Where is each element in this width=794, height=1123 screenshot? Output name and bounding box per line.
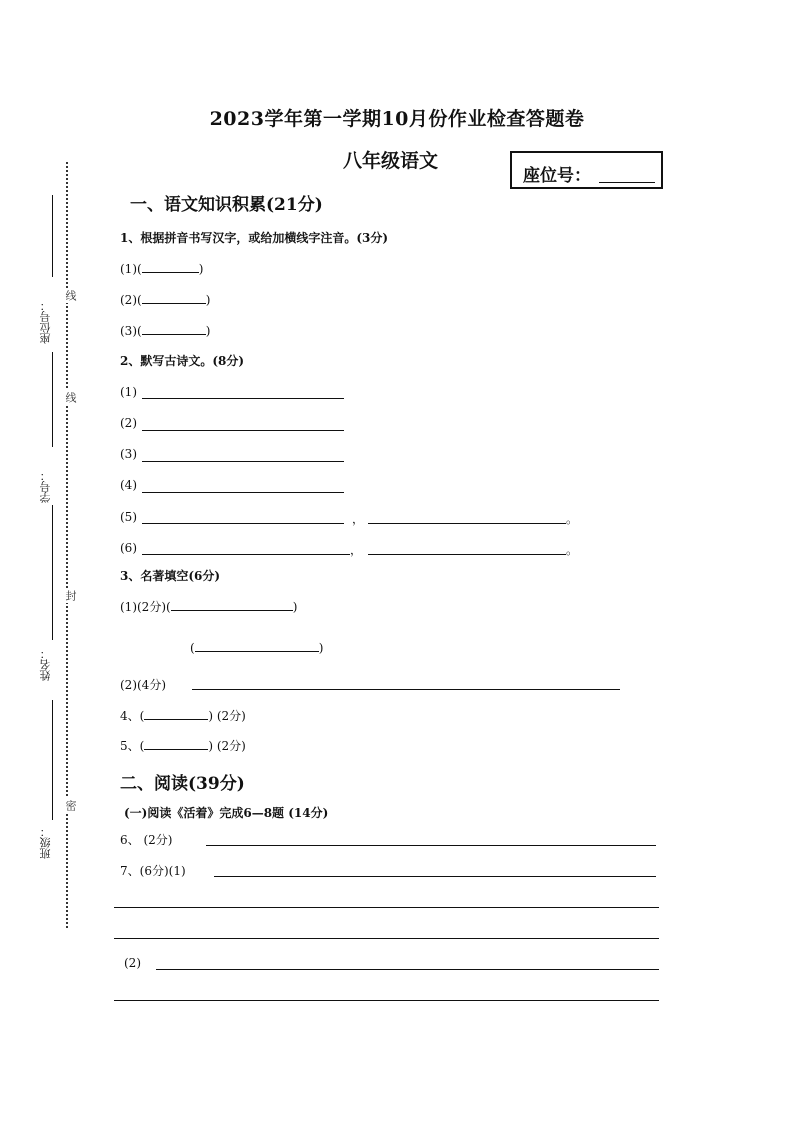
q7-label: 7、(6分)(1) [120,864,186,878]
q4-answer[interactable] [144,707,208,720]
q2-answer-6b[interactable] [368,554,566,555]
q1-answer-1[interactable] [142,260,199,273]
q2-item-5-label: (5) [120,510,137,524]
q2-answer-5a[interactable] [142,523,344,524]
q3-answer-1b[interactable] [195,639,319,652]
seat-number-box-label: 座位号： [523,166,591,186]
page-title: 2023学年第一学期10月份作业检查答题卷 [209,108,585,130]
q1-item-1-label: (1)( [120,262,142,276]
name-label: 姓名： [39,648,52,681]
q1-item-1 [120,260,203,276]
class-blank [52,700,53,820]
q3-item-2-label: (2)(4分) [120,678,166,692]
class-label: 班级： [39,826,52,859]
q1-item-2-close: ) [205,293,211,307]
seal-char-line-2: 线 [64,392,77,403]
seat-number-blank [52,195,53,277]
q2-item-2-label: (2) [120,416,137,430]
q3-answer-2[interactable] [192,689,620,690]
reading-part1-title: (一)阅读《活着》完成6—8题 (14分) [124,806,329,820]
q3-item-1-close: ) [292,600,298,614]
q2-item-6-label: (6) [120,541,137,555]
q1-title: 1、根据拼音书写汉字，或给加横线字注音。(3分) [120,231,389,245]
q2-item-3-label: (3) [120,447,137,461]
page-subtitle: 八年级语文 [343,150,439,172]
q7-answer-1c[interactable] [114,938,659,939]
student-id-label: 学号： [39,470,52,503]
student-id-blank [52,352,53,447]
q2-answer-2[interactable] [142,430,344,431]
q2-item-4-label: (4) [120,478,137,492]
seat-number-box [510,151,663,189]
q2-item-6-comma: ， [350,543,363,557]
q1-item-3-close: ) [205,324,211,338]
q3-item-1b-close: ) [318,641,324,655]
q5-suffix: ) (2分) [208,739,246,753]
q3-answer-1a[interactable] [171,598,293,611]
seal-char-line-1: 线 [64,290,77,301]
seal-char-dense: 密 [64,800,77,811]
seat-number-box-blank[interactable] [599,182,655,183]
q6-label: 6、 (2分) [120,833,173,847]
q3-item-1 [120,598,297,615]
q2-answer-5b[interactable] [368,523,566,524]
q3-item-1b-open: ( [190,641,195,655]
q4-suffix: ) (2分) [208,709,246,723]
section1-heading: 一、语文知识积累(21分) [130,195,323,215]
q2-item-5-period: 。 [566,512,579,526]
q2-answer-4[interactable] [142,492,344,493]
q4 [120,707,246,724]
q1-item-1-close: ) [198,262,204,276]
q1-item-2-label: (2)( [120,293,142,307]
q2-item-6-period: 。 [566,543,579,557]
q2-answer-1[interactable] [142,398,344,399]
q2-title: 2、默写古诗文。(8分) [120,354,245,368]
q7-2-label: (2) [124,956,141,970]
section2-heading: 二、阅读(39分) [120,774,245,794]
q3-item-1b [190,639,323,655]
q2-item-1-label: (1) [120,385,137,399]
q7-answer-2a[interactable] [156,969,659,970]
q2-item-5-comma: ， [352,512,365,526]
q2-answer-3[interactable] [142,461,344,462]
q1-item-2 [120,291,210,307]
q3-title: 3、名著填空(6分) [120,569,221,583]
q1-answer-2[interactable] [142,291,206,304]
seal-char-seal: 封 [64,590,77,601]
q6-answer[interactable] [206,845,656,846]
q5-prefix: 5、( [120,739,145,753]
q7-answer-1b[interactable] [114,907,659,908]
q1-answer-3[interactable] [142,322,206,335]
q1-item-3-label: (3)( [120,324,142,338]
q7-answer-2b[interactable] [114,1000,659,1001]
q7-answer-1a[interactable] [214,876,656,877]
seat-number-label: 座位号： [39,300,52,344]
q5-answer[interactable] [144,737,208,750]
q2-answer-6a[interactable] [142,554,350,555]
q1-item-3 [120,322,210,338]
q3-item-1-label: (1)(2分)( [120,600,171,614]
q4-prefix: 4、( [120,709,145,723]
binding-dotted-line [66,162,68,928]
name-blank [52,505,53,640]
q5 [120,737,246,754]
